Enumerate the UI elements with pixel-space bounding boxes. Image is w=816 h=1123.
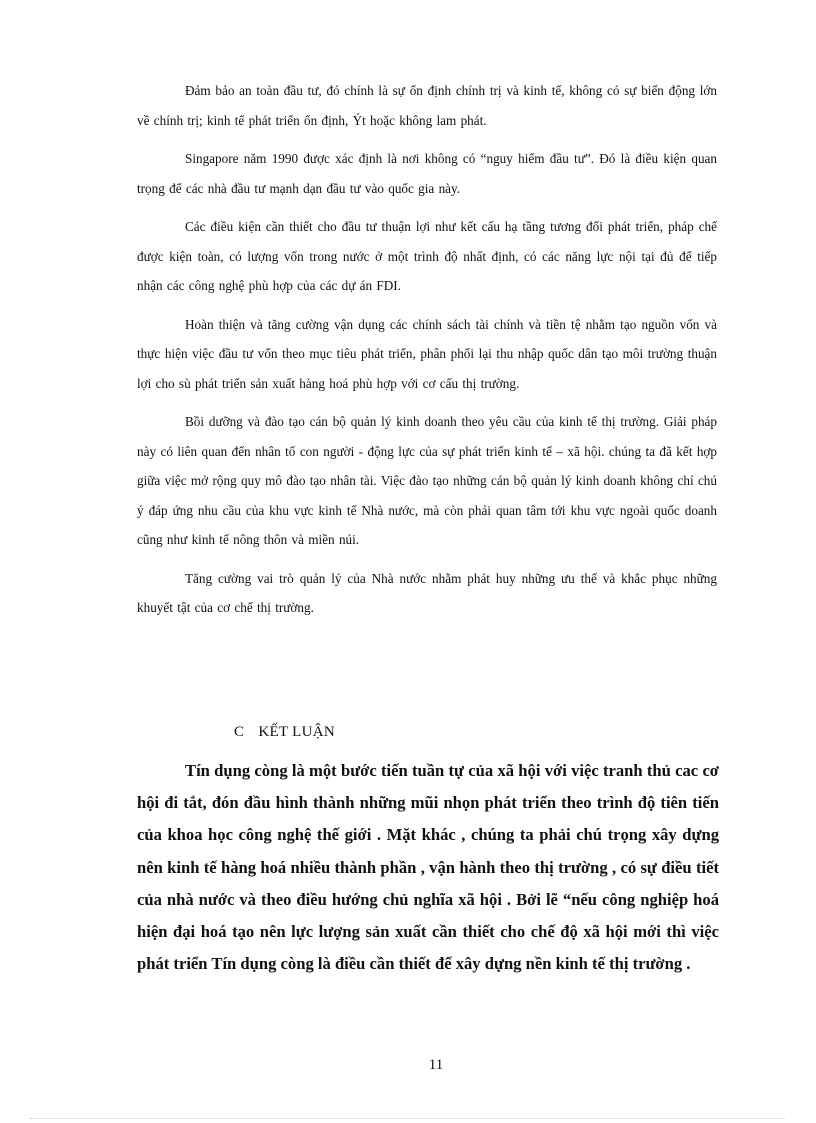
conclusion-paragraph: Tín dụng còng là một bước tiến tuần tự của xã hội với việc tranh thủ cac cơ hội đi tắt, đón đầu hình thành những mũi nhọn phát triển theo trình độ tiên tiến của khoa học công nghệ thế giới . Mặt khác , chúng ta phải chú trọng xây dựng nên kinh tế hàng hoá nhiều thành phần , vận hành theo thị trường , có sự điều tiết của nhà nước và theo điều hướng chủ nghĩa xã hội . Bởi lẽ “nếu công nghiệp hoá hiện đại hoá tạo nên lực lượng sản xuất cần thiết cho chế độ xã hội mới thì việc phát triển Tín dụng còng là điều cần thiết để xây dựng nền kinh tế thị trường . xyxy=(137,761,719,974)
paragraph-training: Bồi dưỡng và đào tạo cán bộ quản lý kinh doanh theo yêu cầu của kinh tế thị trường. Giải pháp này có liên quan đến nhân tố con người - động lực của sự phát triển kinh tế – xã hội. chúng ta đã kết hợp giữa việc mở rộng quy mô đào tạo nhân tài. Việc đào tạo những cán bộ quản lý kinh doanh không chỉ chú ý đáp ứng nhu cầu của khu vực kinh tế Nhà nước, mà còn phải quan tâm tới khu vực ngoài quốc doanh cũng như kinh tế nông thôn và miền núi. xyxy=(137,414,717,547)
section-letter: C xyxy=(234,724,245,740)
section-heading xyxy=(234,718,335,746)
paragraph-singapore: Singapore năm 1990 được xác định là nơi không có “nguy hiểm đầu tư”. Đó là điều kiện quan trọng để các nhà đầu tư mạnh dạn đầu tư vào quốc gia này. xyxy=(137,151,717,196)
page-number: 11 xyxy=(428,1057,444,1073)
page-bottom-divider xyxy=(30,1118,786,1119)
paragraph-investment-conditions: Các điều kiện cần thiết cho đầu tư thuận lợi như kết cấu hạ tầng tương đối phát triển, pháp chế được kiện toàn, có lượng vốn trong nước ở một trình độ nhất định, có các năng lực nội tại đủ để tiếp nhận các công nghệ phù hợp của các dự án FDI. xyxy=(137,219,717,293)
body-text xyxy=(137,76,717,632)
section-title: KẾT LUẬN xyxy=(258,724,336,740)
paragraph-investment-safety: Đảm bảo an toàn đầu tư, đó chính là sự ổn định chính trị và kinh tế, không có sự biến động lớn về chính trị; kinh tế phát triển ổn định, Ýt hoặc không lam phát. xyxy=(137,83,717,128)
paragraph-financial-policy: Hoàn thiện và tăng cường vận dụng các chính sách tài chính và tiền tệ nhằm tạo nguồn vốn và thực hiện việc đầu tư vốn theo mục tiêu phát triển, phân phối lại thu nhập quốc dân tạo môi trường thuận lợi cho sù phát triển sản xuất hàng hoá phù hợp với cơ cấu thị trường. xyxy=(137,316,717,391)
paragraph-state-role: Tăng cường vai trò quản lý của Nhà nước nhằm phát huy những ưu thế và khắc phục những khuyết tật của cơ chế thị trường. xyxy=(137,570,717,615)
